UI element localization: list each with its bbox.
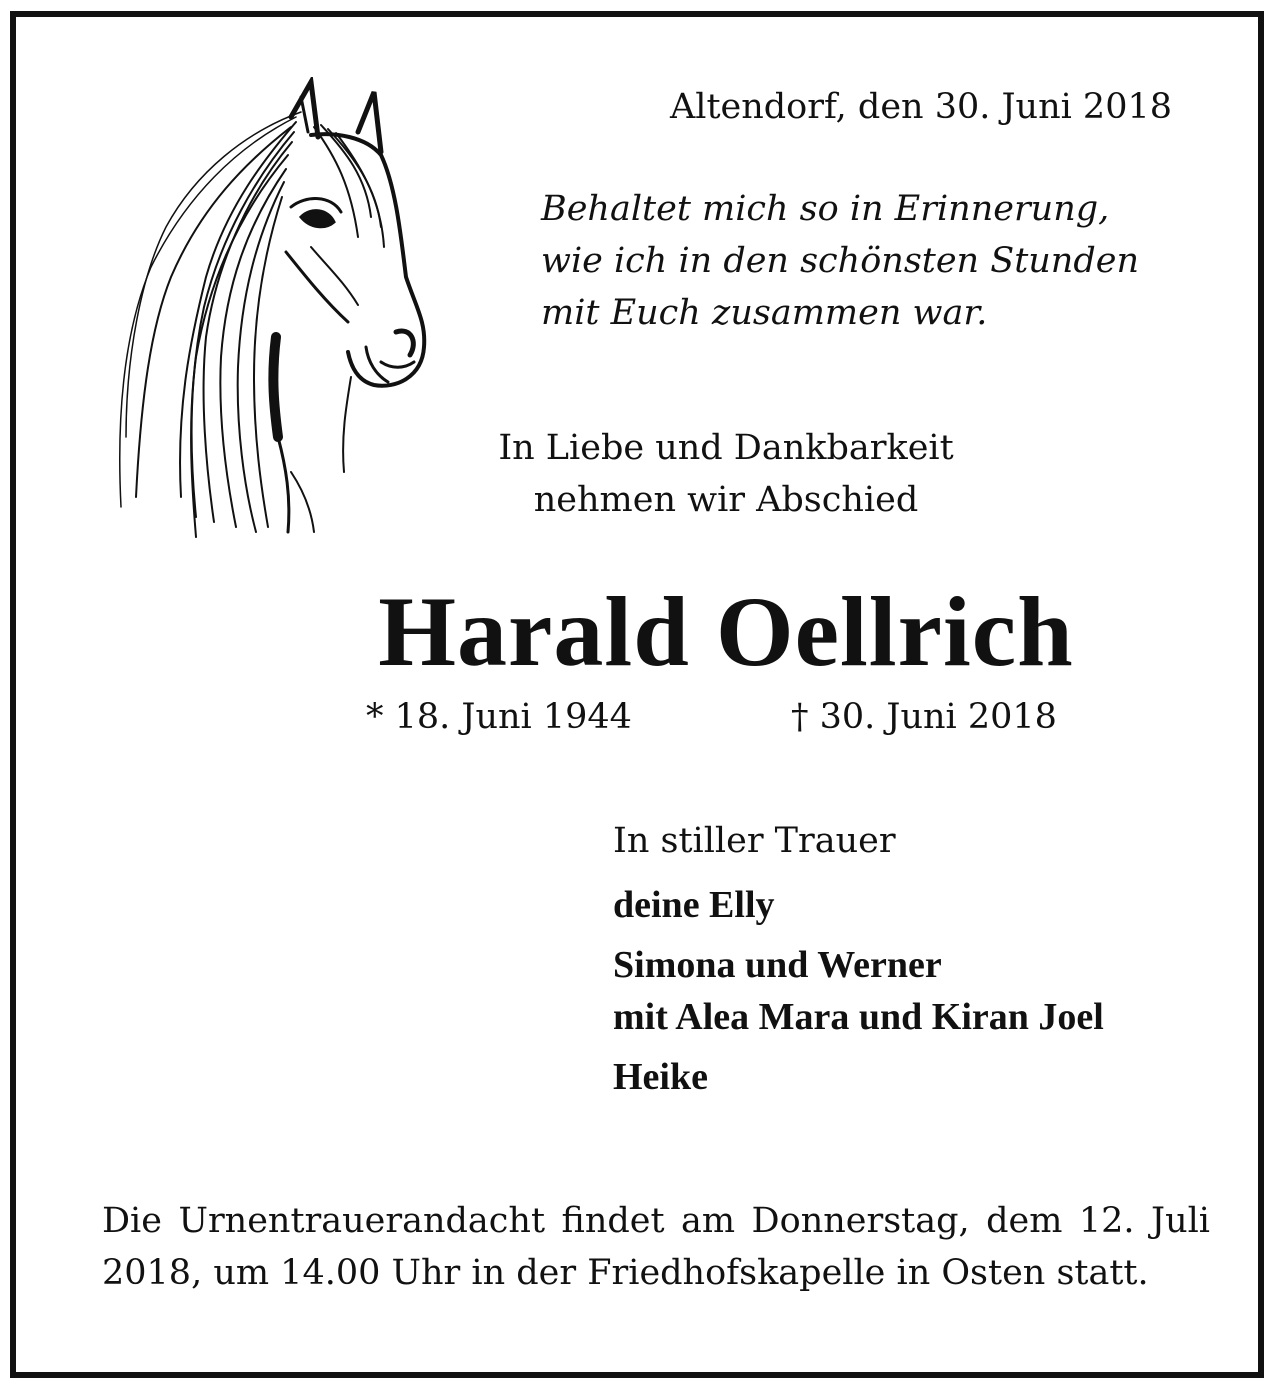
- mourner-group: [613, 939, 1104, 1043]
- horse-head-icon: [96, 77, 446, 547]
- farewell-line: nehmen wir Abschied: [533, 480, 919, 520]
- mourner-line: mit Alea Mara und Kiran Joel: [613, 996, 1104, 1038]
- birth-date: * 18. Juni 1944: [366, 697, 632, 737]
- mourners-intro: In stiller Trauer: [613, 821, 896, 861]
- service-announcement: Die Urnentrauerandacht findet am Donnerstag, dem 12. Juli 2018, um 14.00 Uhr in der Friedhofskapelle in Osten statt.: [102, 1201, 1210, 1293]
- motto-verse: [541, 183, 1139, 339]
- mourner-group: [613, 879, 1104, 931]
- mourner-line: Simona und Werner: [613, 944, 942, 986]
- deceased-name: Harald Oellrich: [378, 576, 1074, 687]
- obituary-notice: [10, 11, 1264, 1378]
- mourner-line: Heike: [613, 1056, 708, 1098]
- death-date: † 30. Juni 2018: [791, 697, 1057, 737]
- mourners-block: [613, 817, 1104, 1111]
- place-date: Altendorf, den 30. Juni 2018: [669, 87, 1172, 127]
- farewell-text: [436, 422, 1016, 526]
- mourner-group: [613, 1051, 1104, 1103]
- motto-line: mit Euch zusammen war.: [541, 293, 988, 333]
- motto-line: wie ich in den schönsten Stunden: [541, 241, 1140, 281]
- farewell-line: In Liebe und Dankbarkeit: [498, 428, 954, 468]
- motto-line: Behaltet mich so in Erinnerung,: [541, 189, 1110, 229]
- mourner-line: deine Elly: [613, 884, 775, 926]
